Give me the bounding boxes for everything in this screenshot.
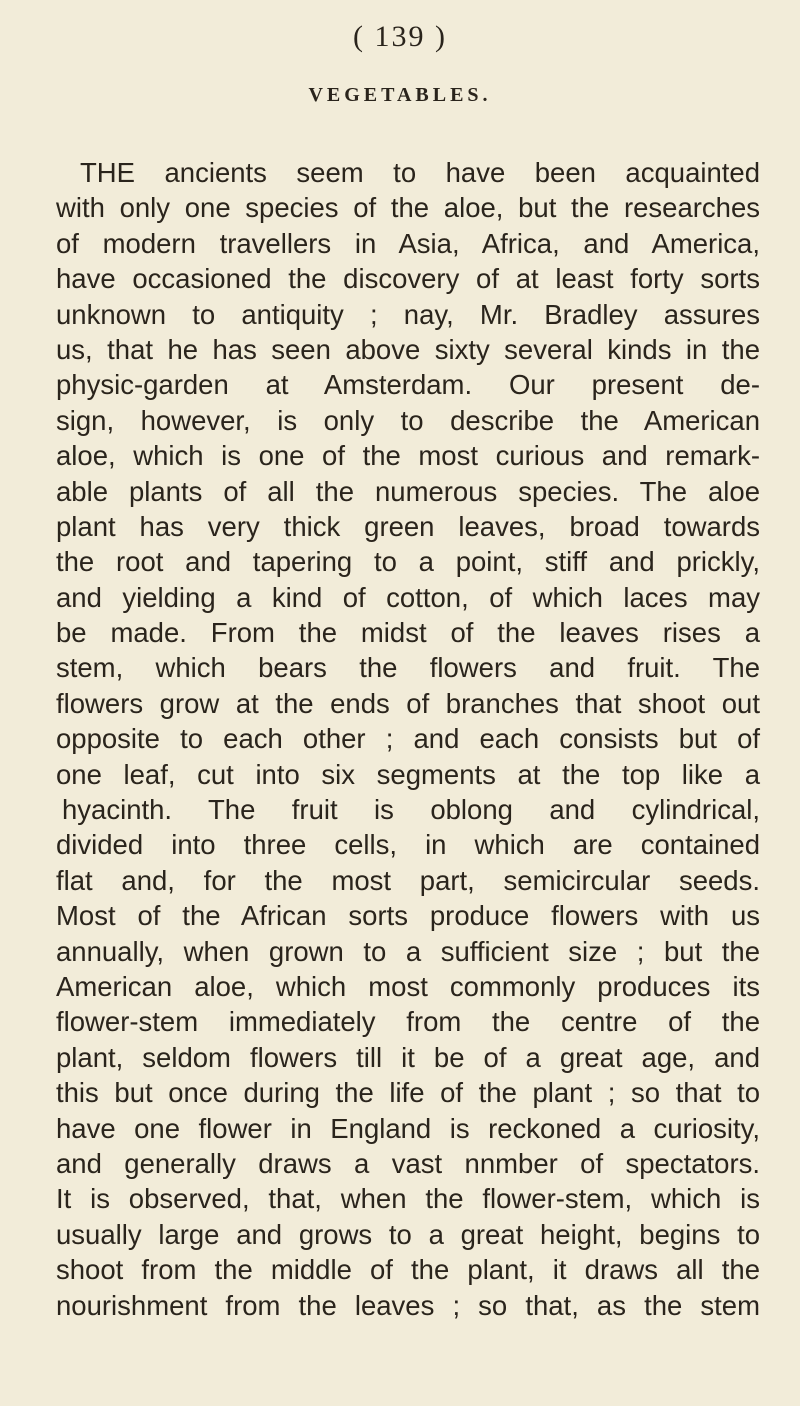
text-line: plant, seldom flowers till it be of a great age, and (56, 1041, 760, 1073)
text-line: It is observed, that, when the flower-stem, which is (56, 1183, 760, 1215)
text-line: have occasioned the discovery of at least forty sorts (56, 263, 760, 295)
text-line: hyacinth. The fruit is oblong and cylindrical, (62, 794, 760, 826)
text-line: plant has very thick green leaves, broad towards (56, 510, 760, 542)
text-line: flower-stem immediately from the centre of the (56, 1006, 760, 1038)
text-line: Most of the African sorts produce flowers with us (56, 900, 760, 932)
text-line: us, that he has seen above sixty several kinds in the (56, 333, 760, 365)
text-line: of modern travellers in Asia, Africa, and America, (56, 227, 760, 259)
text-line: flowers grow at the ends of branches that shoot out (56, 687, 760, 719)
text-line: aloe, which is one of the most curious and remark- (56, 440, 760, 472)
text-line: usually large and grows to a great height, begins to (56, 1218, 760, 1250)
text-line: with only one species of the aloe, but the researches (56, 192, 760, 224)
text-line: have one flower in England is reckoned a curiosity, (56, 1112, 760, 1144)
text-line: one leaf, cut into six segments at the top like a (56, 758, 760, 790)
text-line: the root and tapering to a point, stiff and prickly, (56, 546, 760, 578)
text-line: nourishment from the leaves ; so that, as the stem (56, 1289, 760, 1321)
text-line: unknown to antiquity ; nay, Mr. Bradley assures (56, 298, 760, 330)
text-line: annually, when grown to a sufficient size ; but the (56, 935, 760, 967)
text-line: divided into three cells, in which are contained (56, 829, 760, 861)
text-line: flat and, for the most part, semicircular seeds. (56, 864, 760, 896)
running-title: VEGETABLES. (308, 84, 492, 106)
text-line: THE ancients seem to have been acquainted (80, 157, 760, 188)
text-line: this but once during the life of the plant ; so that to (56, 1077, 760, 1109)
text-line: able plants of all the numerous species. The aloe (56, 475, 760, 507)
text-line: physic-garden at Amsterdam. Our present de- (56, 369, 760, 401)
text-line: and generally draws a vast nnmber of spectators. (56, 1147, 760, 1179)
page-number: ( 139 ) (353, 20, 447, 53)
text-line: stem, which bears the flowers and fruit. The (56, 652, 760, 684)
text-line: opposite to each other ; and each consists but of (56, 723, 760, 755)
text-line: American aloe, which most commonly produces its (56, 970, 760, 1002)
text-line: shoot from the middle of the plant, it draws all the (56, 1254, 760, 1286)
text-line: sign, however, is only to describe the American (56, 404, 760, 436)
body-paragraph (56, 155, 760, 1323)
text-line: and yielding a kind of cotton, of which laces may (56, 581, 760, 613)
text-line: be made. From the midst of the leaves rises a (56, 617, 760, 649)
